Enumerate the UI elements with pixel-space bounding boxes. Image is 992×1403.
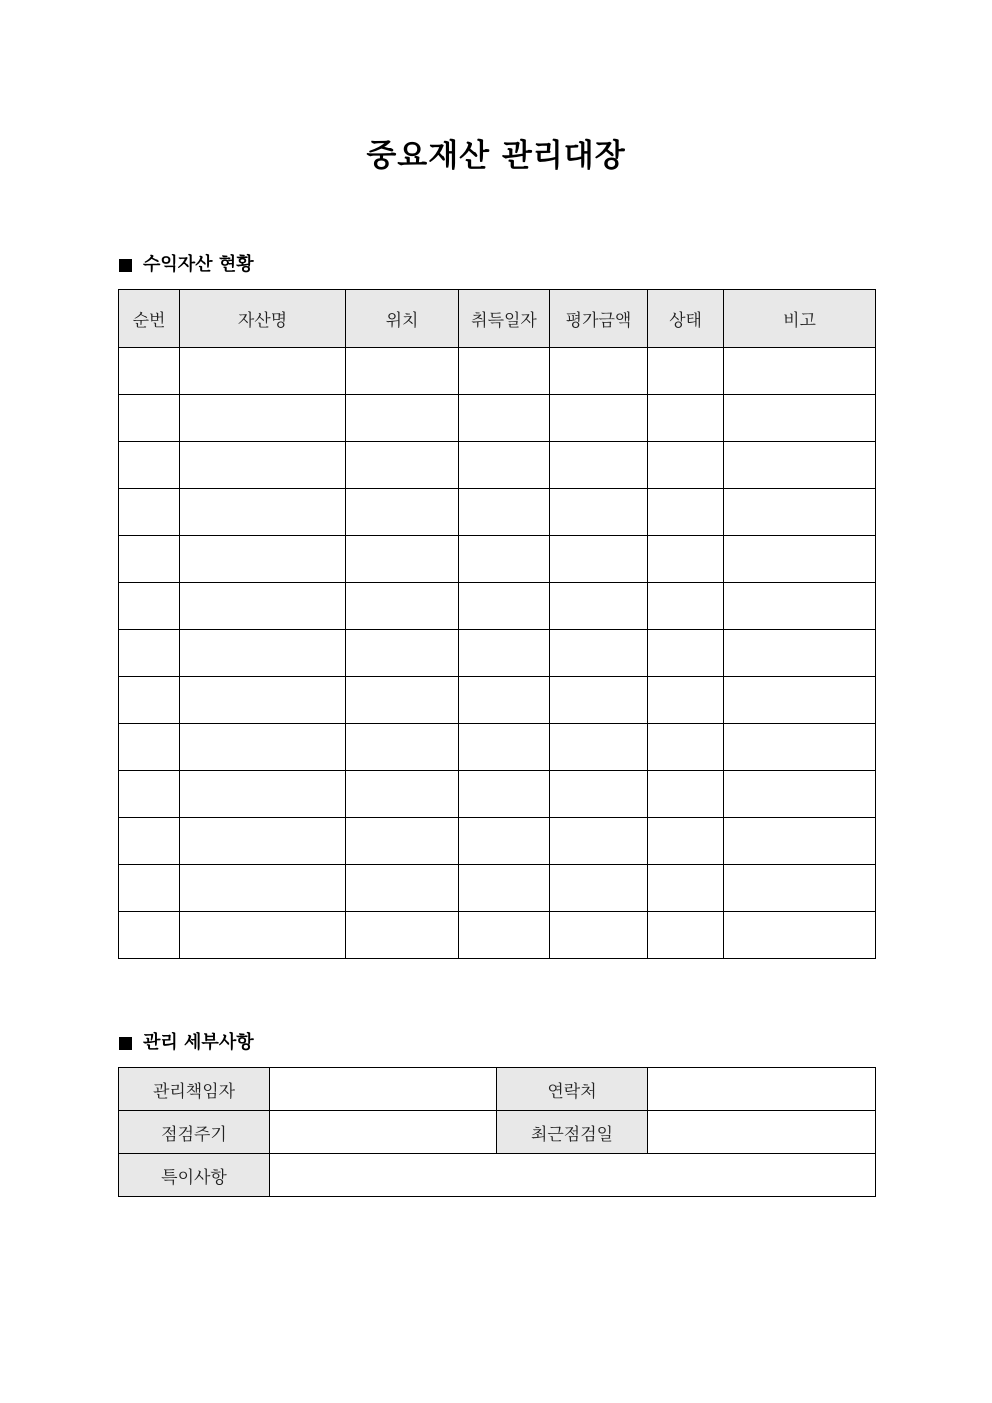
- assets-heading-text: 수익자산 현황: [143, 254, 254, 275]
- table-row: [119, 677, 876, 724]
- table-row: [119, 442, 876, 489]
- cell-location[interactable]: [346, 912, 459, 959]
- cell-status[interactable]: [648, 724, 724, 771]
- cell-seq[interactable]: [119, 677, 180, 724]
- assets-table: [118, 289, 876, 959]
- cell-seq[interactable]: [119, 771, 180, 818]
- cell-acquisition-date[interactable]: [459, 630, 550, 677]
- cell-appraised-value[interactable]: [550, 724, 648, 771]
- cell-remarks[interactable]: [724, 630, 876, 677]
- table-row: [119, 395, 876, 442]
- table-row: [119, 865, 876, 912]
- table-row: [119, 818, 876, 865]
- cell-asset-name[interactable]: [180, 912, 346, 959]
- cell-asset-name[interactable]: [180, 677, 346, 724]
- table-row: [119, 348, 876, 395]
- cell-remarks[interactable]: [724, 489, 876, 536]
- cell-status[interactable]: [648, 583, 724, 630]
- cell-acquisition-date[interactable]: [459, 395, 550, 442]
- cell-seq[interactable]: [119, 348, 180, 395]
- cell-appraised-value[interactable]: [550, 630, 648, 677]
- cell-status[interactable]: [648, 865, 724, 912]
- cell-appraised-value[interactable]: [550, 818, 648, 865]
- cell-asset-name[interactable]: [180, 724, 346, 771]
- table-row: [119, 771, 876, 818]
- inspection-cycle-label: 점검주기: [119, 1111, 270, 1154]
- cell-asset-name[interactable]: [180, 489, 346, 536]
- cell-appraised-value[interactable]: [550, 536, 648, 583]
- cell-seq[interactable]: [119, 395, 180, 442]
- cell-location[interactable]: [346, 489, 459, 536]
- cell-location[interactable]: [346, 348, 459, 395]
- table-row: [119, 583, 876, 630]
- cell-remarks[interactable]: [724, 583, 876, 630]
- cell-location[interactable]: [346, 442, 459, 489]
- cell-seq[interactable]: [119, 818, 180, 865]
- cell-appraised-value[interactable]: [550, 912, 648, 959]
- cell-asset-name[interactable]: [180, 630, 346, 677]
- cell-location[interactable]: [346, 771, 459, 818]
- cell-status[interactable]: [648, 536, 724, 583]
- remarks-field[interactable]: [270, 1154, 876, 1197]
- cell-remarks[interactable]: [724, 724, 876, 771]
- manager-label: 관리책임자: [119, 1068, 270, 1111]
- cell-asset-name[interactable]: [180, 536, 346, 583]
- cell-remarks[interactable]: [724, 771, 876, 818]
- column-header-appraised-value: 평가금액: [550, 290, 648, 348]
- cell-asset-name[interactable]: [180, 395, 346, 442]
- cell-acquisition-date[interactable]: [459, 536, 550, 583]
- cell-seq[interactable]: [119, 912, 180, 959]
- cell-asset-name[interactable]: [180, 865, 346, 912]
- cell-appraised-value[interactable]: [550, 865, 648, 912]
- details-section-heading: [119, 1031, 254, 1055]
- details-heading-text: 관리 세부사항: [143, 1032, 254, 1053]
- cell-status[interactable]: [648, 677, 724, 724]
- cell-remarks[interactable]: [724, 442, 876, 489]
- last-inspection-label: 최근점검일: [497, 1111, 648, 1154]
- cell-seq[interactable]: [119, 583, 180, 630]
- details-row: [119, 1111, 876, 1154]
- cell-location[interactable]: [346, 583, 459, 630]
- table-row: [119, 630, 876, 677]
- table-row: [119, 724, 876, 771]
- column-header-asset-name: 자산명: [180, 290, 346, 348]
- cell-status[interactable]: [648, 771, 724, 818]
- table-row: [119, 536, 876, 583]
- cell-status[interactable]: [648, 489, 724, 536]
- remarks-label: 특이사항: [119, 1154, 270, 1197]
- manager-field[interactable]: [270, 1068, 497, 1111]
- cell-remarks[interactable]: [724, 395, 876, 442]
- cell-status[interactable]: [648, 442, 724, 489]
- cell-seq[interactable]: [119, 442, 180, 489]
- column-header-seq: 순번: [119, 290, 180, 348]
- cell-remarks[interactable]: [724, 536, 876, 583]
- cell-location[interactable]: [346, 395, 459, 442]
- cell-location[interactable]: [346, 818, 459, 865]
- cell-seq[interactable]: [119, 630, 180, 677]
- cell-appraised-value[interactable]: [550, 677, 648, 724]
- assets-section-heading: [119, 253, 254, 277]
- cell-remarks[interactable]: [724, 348, 876, 395]
- cell-remarks[interactable]: [724, 865, 876, 912]
- cell-asset-name[interactable]: [180, 818, 346, 865]
- table-row: [119, 489, 876, 536]
- cell-status[interactable]: [648, 912, 724, 959]
- assets-header-row: [119, 290, 876, 348]
- cell-acquisition-date[interactable]: [459, 771, 550, 818]
- cell-asset-name[interactable]: [180, 771, 346, 818]
- cell-acquisition-date[interactable]: [459, 677, 550, 724]
- details-row: [119, 1154, 876, 1197]
- details-table: [118, 1067, 876, 1197]
- cell-seq[interactable]: [119, 865, 180, 912]
- cell-location[interactable]: [346, 630, 459, 677]
- column-header-status: 상태: [648, 290, 724, 348]
- cell-acquisition-date[interactable]: [459, 818, 550, 865]
- cell-seq[interactable]: [119, 536, 180, 583]
- cell-asset-name[interactable]: [180, 442, 346, 489]
- cell-asset-name[interactable]: [180, 348, 346, 395]
- details-row: [119, 1068, 876, 1111]
- last-inspection-field[interactable]: [648, 1111, 876, 1154]
- cell-acquisition-date[interactable]: [459, 865, 550, 912]
- cell-asset-name[interactable]: [180, 583, 346, 630]
- cell-acquisition-date[interactable]: [459, 348, 550, 395]
- cell-appraised-value[interactable]: [550, 771, 648, 818]
- cell-remarks[interactable]: [724, 912, 876, 959]
- cell-seq[interactable]: [119, 489, 180, 536]
- column-header-remarks: 비고: [724, 290, 876, 348]
- contact-field[interactable]: [648, 1068, 876, 1111]
- contact-label: 연락처: [497, 1068, 648, 1111]
- cell-status[interactable]: [648, 630, 724, 677]
- cell-status[interactable]: [648, 818, 724, 865]
- cell-location[interactable]: [346, 677, 459, 724]
- cell-acquisition-date[interactable]: [459, 912, 550, 959]
- inspection-cycle-field[interactable]: [270, 1111, 497, 1154]
- cell-appraised-value[interactable]: [550, 395, 648, 442]
- cell-seq[interactable]: [119, 724, 180, 771]
- cell-location[interactable]: [346, 536, 459, 583]
- column-header-acquisition-date: 취득일자: [459, 290, 550, 348]
- cell-appraised-value[interactable]: [550, 489, 648, 536]
- cell-remarks[interactable]: [724, 818, 876, 865]
- cell-location[interactable]: [346, 865, 459, 912]
- square-bullet-icon: [119, 259, 132, 272]
- cell-status[interactable]: [648, 348, 724, 395]
- cell-status[interactable]: [648, 395, 724, 442]
- cell-acquisition-date[interactable]: [459, 442, 550, 489]
- column-header-location: 위치: [346, 290, 459, 348]
- cell-remarks[interactable]: [724, 677, 876, 724]
- page-title: 중요재산 관리대장: [366, 138, 626, 174]
- cell-acquisition-date[interactable]: [459, 489, 550, 536]
- table-row: [119, 912, 876, 959]
- cell-acquisition-date[interactable]: [459, 583, 550, 630]
- square-bullet-icon: [119, 1037, 132, 1050]
- cell-appraised-value[interactable]: [550, 583, 648, 630]
- cell-acquisition-date[interactable]: [459, 724, 550, 771]
- cell-appraised-value[interactable]: [550, 348, 648, 395]
- cell-appraised-value[interactable]: [550, 442, 648, 489]
- cell-location[interactable]: [346, 724, 459, 771]
